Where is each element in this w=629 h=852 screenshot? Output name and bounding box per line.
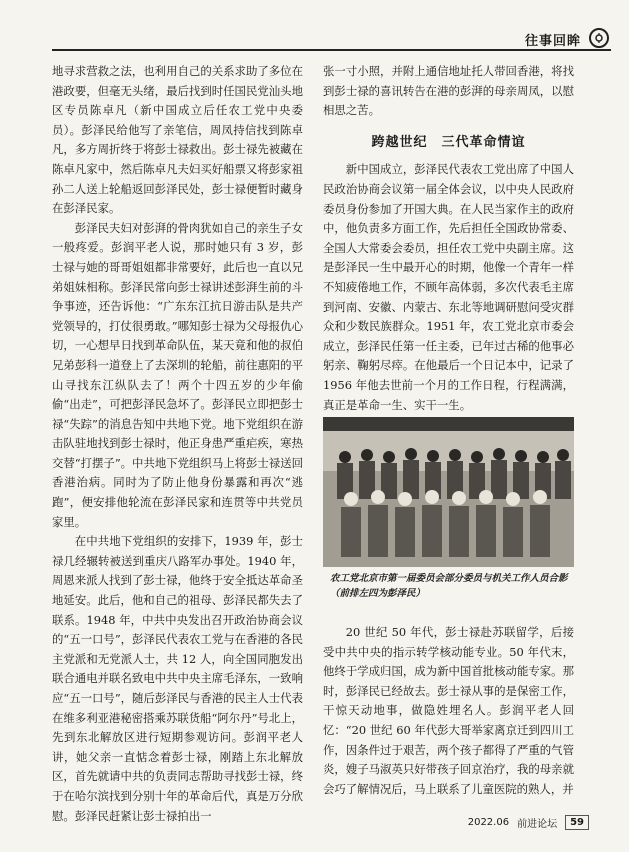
magazine-name: 前进论坛 — [517, 819, 558, 830]
group-photo — [323, 417, 574, 567]
column-logo-icon — [589, 28, 609, 48]
section-label: 往事回眸 — [524, 34, 581, 49]
header-rule — [52, 49, 611, 51]
right-column-top — [323, 62, 574, 415]
right-column-bottom — [323, 623, 574, 799]
page-footer — [468, 815, 589, 830]
section-subheading: 跨越世纪 三代革命情谊 — [371, 134, 526, 150]
page-number: 59 — [565, 815, 589, 830]
paragraph: 新中国成立，彭泽民代表农工党出席了中国人民政治协商会议第一届全体会议，以中央人民政府委员身份参加了开国大典。在人民当家作主的政府中，他负责多方面工作，先后担任全国政协常委、全国人大常委会委员，担任农工党中央副主席。这是彭泽民一生中最开心的时期，他像一个青年一样不知疲倦地工作，不顾年高体弱，多次代表毛主席到河南、安徽、内蒙古、东北等地调研慰问受灾群众和少数民族群众。1951 年，农工党北京市委会成立，彭泽民任第一任主委，已年过古稀的他事必躬亲、鞠躬尽瘁。在他最后一个日记本中，记录了 1956 年他去世前一个月的工作日程，行程满满，真正是革命一生、实干一生。 — [323, 162, 574, 412]
issue-date: 2022.06 — [467, 817, 510, 828]
paragraph: 在中共地下党组织的安排下，1939 年，彭士禄几经辗转被送到重庆八路军办事处。1940 年，周恩来派人找到了彭士禄，他终于安全抵达革命圣地延安。此后，他和自己的祖母、彭泽民都失去了联系。1948 年，中共中央发出召开政治协商会议的“五一口号”，彭泽民代表农工党与在香港的各民主党派和无党派人士，共 12 人，向全国同胞发出联合通电并联名致电中共中央主席毛泽东，一致响应“五一口号”，随后彭泽民与香港的民主人士代表在维多利亚港秘密搭乘苏联货船“阿尔丹”号北上，先到东北解放区进行短期参观访问。彭润平老人讲，她父亲一直惦念着彭士禄，刚踏上东北解放区，首先就请中共的负责同志帮助寻找彭士禄，终于在哈尔滨找到分别十年的革命后代，真是万分欣慰。彭泽民赶紧让彭士禄拍出一 — [52, 534, 303, 823]
paragraph: 张一寸小照，并附上通信地址托人带回香港，将找到彭士禄的喜讯转告在港的彭湃的母亲周凤，以慰相思之苦。 — [323, 64, 574, 118]
paragraph: 20 世纪 50 年代，彭士禄赴苏联留学，后接受中共中央的指示转学核动能专业。50 年代末，他终于学成归国，成为新中国首批核动能专家。那时，彭泽民已经故去。彭士禄从事的是保密工作，干惊天动地事，做隐姓埋名人。彭润平老人回忆：“20 世纪 60 年代彭大哥举家离京迁到四川工作，因条件过于艰苦，两个孩子都得了严重的气管炎，嫂子马淑英只好带孩子回京治疗，我的母亲就会巧了解情况后，马上联系了儿童医院的熟人，并 — [323, 625, 574, 796]
paragraph: 彭泽民夫妇对彭湃的骨肉犹如自己的亲生子女一般疼爱。彭润平老人说，那时她只有 3 岁，彭士禄与她的哥哥姐姐都非常要好，此后也一直以兄弟姐妹相称。彭泽民常向彭士禄讲述彭湃生前的斗争事迹，还告诉他：“广东东江抗日游击队是共产党领导的，打仗很勇敢。”哪知彭士禄为父母报仇心切，一心想早日找到革命队伍，某天竟和他的叔伯兄弟彭科一道登上了去深圳的轮船，前往惠阳的平山寻找东江纵队去了！两个十四五岁的少年偷偷“出走”，可把彭泽民急坏了。彭泽民立即把彭士禄“失踪”的消息告知中共地下党。地下党组织在游击队驻地找到彭士禄时，他正身患严重疟疾，寒热交替“打摆子”。中共地下党组织马上将彭士禄送回香港治病。同时为了防止他身份暴露和再次“逃跑”，便安排他轮流在彭泽民家和连贯等中共党员家里。 — [52, 220, 303, 529]
paragraph: 地寻求营救之法，也利用自己的关系求助了多位在港政要，但毫无头绪，最后找到时任国民党汕头地区专员陈卓凡（新中国成立后任农工党中央委员）。彭泽民给他写了亲笔信，周凤持信找到陈卓凡，多方周折终于将彭士禄救出。彭士禄先被藏在陈卓凡家中，然后陈卓凡夫妇买好船票又将彭家祖孙二人送上轮船返回彭泽民处，彭士禄便暂时藏身在彭泽民家。 — [52, 64, 303, 216]
left-column — [52, 62, 303, 826]
photo-caption: 农工党北京市第一届委员会部分委员与机关工作人员合影（前排左四为彭泽民） — [330, 573, 568, 599]
